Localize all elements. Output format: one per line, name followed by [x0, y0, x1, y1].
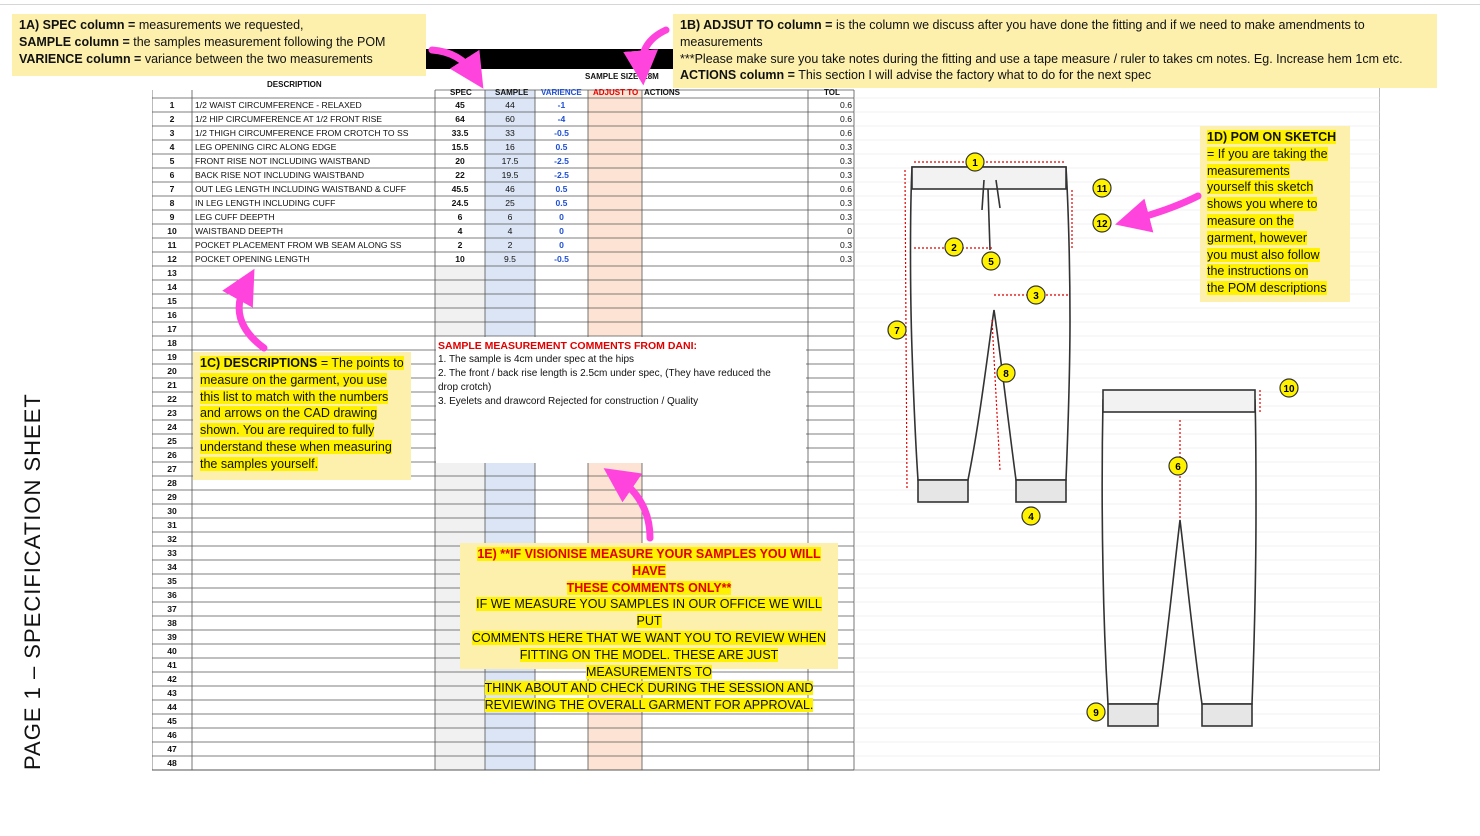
spec-value: 6	[457, 212, 463, 222]
varience-value: 0.5	[555, 198, 568, 208]
tol-value: 0.3	[840, 142, 852, 152]
row-number: 37	[167, 604, 177, 614]
spec-value: 45	[455, 100, 465, 110]
pom-description: LEG CUFF DEEPTH	[195, 212, 275, 222]
varience-value: -0.5	[554, 128, 569, 138]
row-number: 9	[169, 212, 175, 222]
tol-value: 0.6	[840, 184, 852, 194]
row-number: 48	[167, 758, 177, 768]
sample-value: 17.5	[501, 156, 519, 166]
spec-value: 24.5	[451, 198, 469, 208]
varience-value: -2.5	[554, 156, 569, 166]
sample-value: 6	[507, 212, 513, 222]
tol-value: 0.3	[840, 156, 852, 166]
row-number: 12	[167, 254, 177, 264]
row-number: 46	[167, 730, 177, 740]
row-number: 1	[169, 100, 175, 110]
sample-value: 19.5	[501, 170, 519, 180]
pom-description: WAISTBAND DEEPTH	[195, 226, 284, 236]
row-number: 19	[167, 352, 177, 362]
row-number: 27	[167, 464, 177, 474]
varience-value: 0.5	[555, 142, 568, 152]
pom-marker-label: 5	[988, 257, 994, 268]
arrow-1d-icon	[1132, 196, 1198, 220]
comments-title: SAMPLE MEASUREMENT COMMENTS FROM DANI:	[438, 340, 697, 352]
comment-line: 1. The sample is 4cm under spec at the hips	[438, 354, 635, 365]
pom-description: BACK RISE NOT INCLUDING WAISTBAND	[195, 170, 365, 180]
row-number: 5	[169, 156, 175, 166]
row-number: 43	[167, 688, 177, 698]
sample-value: 4	[507, 226, 513, 236]
spec-value: 33.5	[451, 128, 469, 138]
row-number: 22	[167, 394, 177, 404]
callout-1c: 1C) DESCRIPTIONS = The points to measure on the garment, you use this list to match with the numbers and arrows on the CAD drawing shown. You are required to fully understand these when measuring the samples yourself.	[193, 352, 411, 480]
row-number: 28	[167, 478, 177, 488]
pom-marker-label: 1	[972, 158, 978, 169]
sample-value: 2	[507, 240, 513, 250]
spec-value: 20	[455, 156, 465, 166]
row-number: 44	[167, 702, 177, 712]
row-number: 41	[167, 660, 177, 670]
tol-value: 0.3	[840, 198, 852, 208]
pom-description: 1/2 HIP CIRCUMFERENCE AT 1/2 FRONT RISE	[195, 114, 383, 124]
tol-value: 0.6	[840, 114, 852, 124]
comment-line: drop crotch)	[438, 382, 492, 393]
row-number: 11	[167, 240, 177, 250]
arrow-1b-icon	[642, 30, 666, 68]
tol-value: 0.6	[840, 100, 852, 110]
row-number: 16	[167, 310, 177, 320]
sample-value: 33	[505, 128, 515, 138]
row-number: 40	[167, 646, 177, 656]
sample-size-label: SAMPLE SIZE: 18M	[585, 72, 659, 81]
tol-value: 0.3	[840, 254, 852, 264]
varience-value: 0.5	[555, 184, 568, 194]
spec-value: 4	[457, 226, 463, 236]
varience-value: -1	[557, 100, 566, 110]
callout-1e: 1E) **IF VISIONISE MEASURE YOUR SAMPLES YOU WILL HAVE THESE COMMENTS ONLY** IF WE MEASURE YOU SAMPLES IN OUR OFFICE WE WILL PUT COMMENTS HERE THAT WE WANT YOU TO REVIEW WHEN FITTING ON THE MODEL. THESE ARE JUST MEASUREMENTS TO THINK ABOUT AND CHECK DURING THE SESSION AND REVIEWING THE OVERALL GARMENT FOR APPROVAL.	[460, 543, 838, 669]
pom-description: IN LEG LENGTH INCLUDING CUFF	[195, 198, 336, 208]
tol-value: 0.3	[840, 240, 852, 250]
header-description: DESCRIPTION	[267, 80, 322, 89]
row-number: 39	[167, 632, 177, 642]
row-number: 42	[167, 674, 177, 684]
row-number: 20	[167, 366, 177, 376]
pom-description: OUT LEG LENGTH INCLUDING WAISTBAND & CUFF	[195, 184, 407, 194]
pom-marker-label: 7	[894, 326, 900, 337]
sample-value: 16	[505, 142, 515, 152]
row-number: 35	[167, 576, 177, 586]
tol-value: 0.6	[840, 128, 852, 138]
sample-value: 9.5	[504, 254, 516, 264]
pom-marker-label: 2	[951, 243, 957, 254]
varience-value: 0	[559, 226, 564, 236]
spec-value: 45.5	[451, 184, 469, 194]
row-number: 2	[169, 114, 175, 124]
row-number: 10	[167, 226, 177, 236]
row-number: 25	[167, 436, 177, 446]
tol-value: 0	[847, 226, 852, 236]
row-number: 4	[169, 142, 175, 152]
row-number: 14	[167, 282, 177, 292]
pom-description: POCKET PLACEMENT FROM WB SEAM ALONG SS	[195, 240, 402, 250]
sample-value: 46	[505, 184, 515, 194]
varience-value: -0.5	[554, 254, 569, 264]
row-number: 30	[167, 506, 177, 516]
varience-value: 0	[559, 240, 564, 250]
pom-marker-label: 3	[1033, 291, 1039, 302]
pom-description: FRONT RISE NOT INCLUDING WAISTBAND	[195, 156, 371, 166]
header-spec: SPEC	[450, 88, 472, 97]
spec-value: 64	[455, 114, 465, 124]
pom-marker-label: 10	[1283, 384, 1295, 395]
row-number: 6	[169, 170, 175, 180]
row-number: 21	[167, 380, 177, 390]
row-number: 26	[167, 450, 177, 460]
row-number: 32	[167, 534, 177, 544]
row-number: 47	[167, 744, 177, 754]
arrow-1a-icon	[432, 50, 474, 74]
header-sample: SAMPLE	[495, 88, 529, 97]
side-page-title: PAGE 1 – SPECIFICATION SHEET	[20, 393, 45, 770]
row-number: 3	[169, 128, 175, 138]
varience-value: 0	[559, 212, 564, 222]
sample-value: 44	[505, 100, 515, 110]
row-number: 38	[167, 618, 177, 628]
callout-1b: 1B) ADJSUT TO column = is the column we discuss after you have done the fitting and if we need to make amendments to measurements ***Please make sure you take notes during the fitting and use a tape measure / ruler to takes cm notes. Eg. Increase hem 1cm etc. ACTIONS column = This section I will advise the factory what to do for the next spec	[673, 14, 1437, 88]
pom-marker-label: 6	[1175, 462, 1181, 473]
sample-size-value: 18M	[643, 72, 659, 81]
pom-marker-label: 8	[1003, 369, 1009, 380]
row-number: 24	[167, 422, 177, 432]
callout-1a: 1A) SPEC column = measurements we requested, SAMPLE column = the samples measurement following the POM VARIENCE column = variance between the two measurements	[12, 14, 426, 76]
row-number: 33	[167, 548, 177, 558]
comment-line: 3. Eyelets and drawcord Rejected for construction / Quality	[438, 396, 699, 407]
row-number: 18	[167, 338, 177, 348]
varience-value: -2.5	[554, 170, 569, 180]
pom-marker-label: 11	[1096, 184, 1108, 195]
pom-description: LEG OPENING CIRC ALONG EDGE	[195, 142, 337, 152]
header-tol: TOL	[824, 88, 840, 97]
row-number: 7	[169, 184, 175, 194]
sample-value: 60	[505, 114, 515, 124]
comment-line: 2. The front / back rise length is 2.5cm under spec, (They have reduced the	[438, 368, 771, 379]
spec-value: 10	[455, 254, 465, 264]
row-number: 45	[167, 716, 177, 726]
pom-description: 1/2 THIGH CIRCUMFERENCE FROM CROTCH TO SS	[195, 128, 409, 138]
row-number: 34	[167, 562, 177, 572]
pom-marker-label: 12	[1096, 219, 1108, 230]
row-number: 31	[167, 520, 177, 530]
row-number: 23	[167, 408, 177, 418]
row-number: 36	[167, 590, 177, 600]
pom-description: POCKET OPENING LENGTH	[195, 254, 310, 264]
pom-description: 1/2 WAIST CIRCUMFERENCE - RELAXED	[195, 100, 362, 110]
arrow-1c-icon	[239, 284, 264, 348]
row-number: 15	[167, 296, 177, 306]
row-number: 17	[167, 324, 177, 334]
header-actions: ACTIONS	[644, 88, 680, 97]
row-number: 29	[167, 492, 177, 502]
arrow-1e-icon	[618, 478, 650, 538]
row-number: 13	[167, 268, 177, 278]
tol-value: 0.3	[840, 212, 852, 222]
sample-value: 25	[505, 198, 515, 208]
tol-value: 0.3	[840, 170, 852, 180]
spec-value: 22	[455, 170, 465, 180]
pom-marker-label: 9	[1093, 708, 1099, 719]
spec-value: 2	[457, 240, 463, 250]
varience-value: -4	[557, 114, 566, 124]
pom-marker-label: 4	[1028, 512, 1034, 523]
callout-1d: 1D) POM ON SKETCH = If you are taking the measurements yourself this sketch shows you where to measure on the garment, however you must also follow the instructions on the POM descriptions	[1200, 126, 1350, 302]
header-varience: VARIENCE	[541, 88, 582, 97]
header-adjust-to: ADJUST TO	[593, 88, 639, 97]
row-number: 8	[169, 198, 175, 208]
spec-value: 15.5	[451, 142, 469, 152]
